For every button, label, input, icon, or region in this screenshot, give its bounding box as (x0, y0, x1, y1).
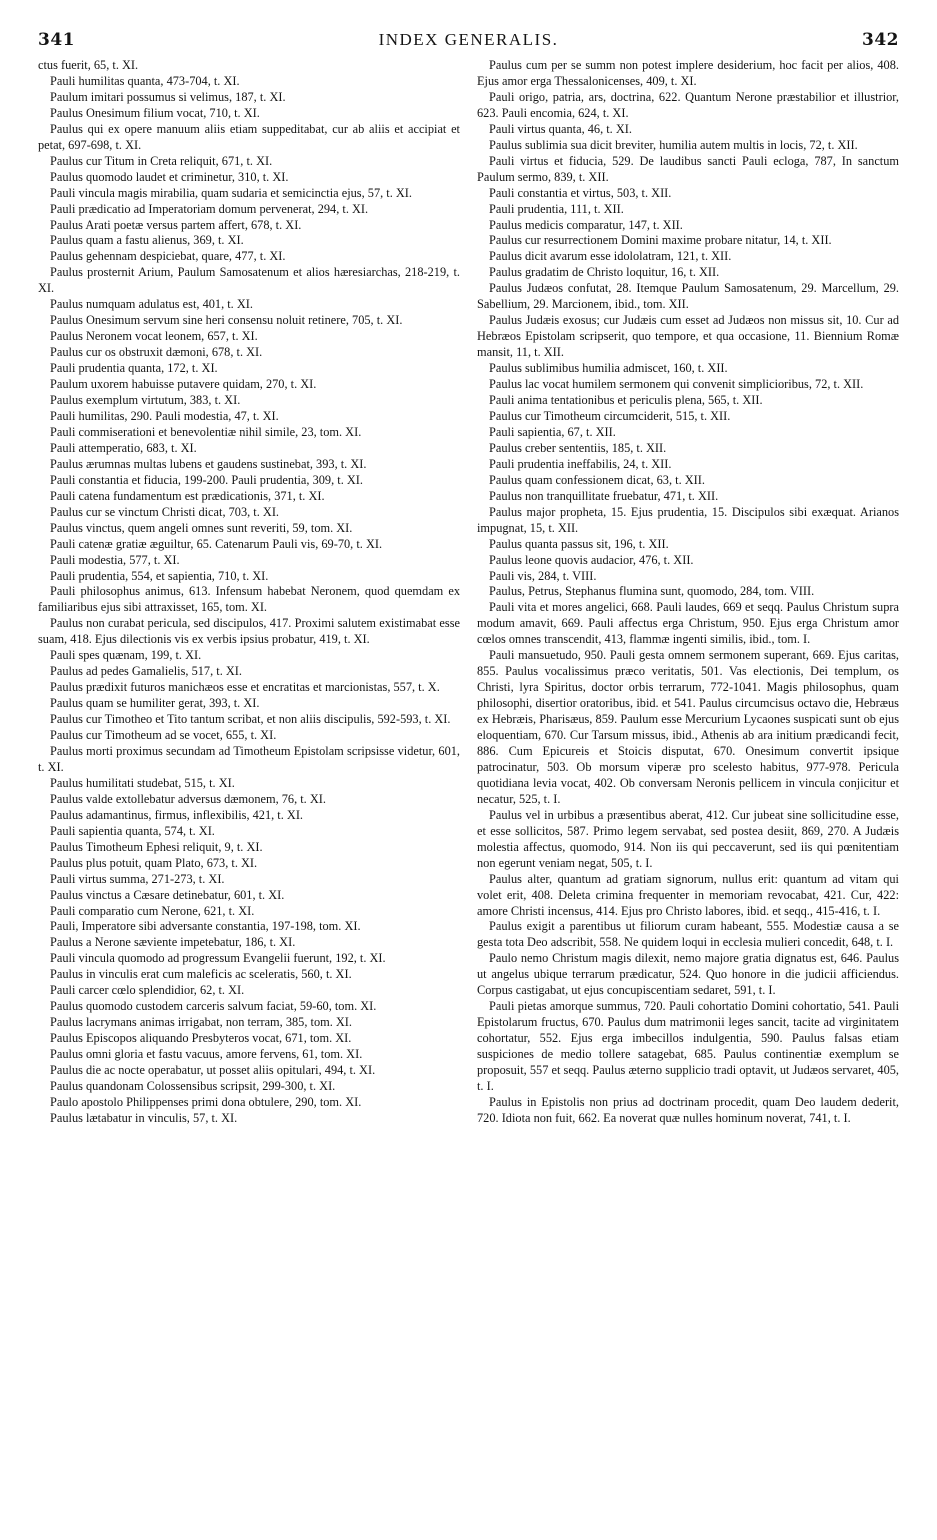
index-entry: Paulus Neronem vocat leonem, 657, t. XI. (50, 329, 258, 344)
index-entry: Paulus quam a fastu alienus, 369, t. XI. (50, 233, 244, 248)
index-entry: Paulus sublimia sua dicit breviter, humilia autem multis in locis, 72, t. XII. (489, 137, 858, 152)
index-entry: Paulus Onesimum servum sine heri consensu noluit retinere, 705, t. XI. (50, 313, 403, 328)
index-entry: Paulus cum per se summ non potest implere desiderium, hoc facit per alios, 408. Ejus amor erga Thessalonicenses, 409, t. XI. (477, 58, 899, 88)
index-entry: Pauli catenæ gratiæ æguiltur, 65. Catenarum Pauli vis, 69-70, t. XI. (50, 536, 383, 551)
index-entry: Paulus quam se humiliter gerat, 393, t. XI. (50, 696, 260, 711)
page-number-left: 341 (38, 30, 75, 50)
index-entry: Pauli vincula magis mirabilia, quam sudaria et semicinctia ejus, 57, t. XI. (50, 185, 412, 200)
index-entry: Paulus vel in urbibus a præsentibus aberat, 412. Cur jubeat sine sollicitudine esse, et esse sollicitos, 587. Primo legem servabat, sed postea desiit, 869, 270. A Judæis molestia affectus, quomodo, 914. Non iis qui peccaverunt, sed iis qui pœnitentiam non egerunt veniam negat, 505, t. I. (477, 807, 899, 870)
index-entry: Pauli anima tentationibus et periculis plena, 565, t. XII. (489, 393, 763, 408)
index-entry: Paulus in vinculis erat cum maleficis ac sceleratis, 560, t. XI. (50, 967, 352, 982)
index-entry: Paulus leone quovis audacior, 476, t. XII. (489, 552, 694, 567)
index-entry: Paulus cur Timotheum circumciderit, 515, t. XII. (489, 408, 731, 423)
index-entry: Pauli comparatio cum Nerone, 621, t. XI. (50, 903, 255, 918)
index-entry: Paulus quomodo custodem carceris salvum faciat, 59-60, tom. XI. (50, 999, 377, 1014)
index-entry: Paulus, Petrus, Stephanus flumina sunt, quomodo, 284, tom. VIII. (489, 584, 815, 599)
index-entry: Paulus quam confessionem dicat, 63, t. XII. (489, 472, 705, 487)
index-entry: Pauli vita et mores angelici, 668. Pauli laudes, 669 et seqq. Paulus Christum supra modum amavit, 669. Pauli affectus erga Christum, 950. Ejus erga Christum amor cœlos omnes transcendit, 413, flammæ ingenti similis, ibid., tom. I. (477, 600, 899, 647)
index-entry: Paulus cur resurrectionem Domini maxime probare nitatur, 14, t. XII. (489, 233, 832, 248)
index-entry: Pauli vincula quomodo ad progressum Evangelii fuerunt, 192, t. XI. (50, 951, 386, 966)
index-entry: Paulus qui ex opere manuum aliis etiam suppeditabat, cur ab aliis et accipiat et petat, 697-698, t. XI. (38, 121, 460, 152)
index-entry: Paulus in Epistolis non prius ad doctrinam procedit, quam Deo laudem dederit, 720. Idiota non fuit, 662. Ea noverat quæ nulles hominum noverat, 741, t. I. (477, 1094, 899, 1125)
index-entry: Paulus ærumnas multas lubens et gaudens sustinebat, 393, t. XI. (50, 456, 367, 471)
index-entry: Pauli prudentia quanta, 172, t. XI. (50, 361, 218, 376)
index-entry: Pauli sapientia, 67, t. XII. (489, 424, 616, 439)
index-column-left (38, 58, 460, 1127)
index-entry: Paulus a Nerone sæviente impetebatur, 186, t. XI. (50, 935, 296, 950)
index-entry: Pauli constantia et fiducia, 199-200. Pauli prudentia, 309, t. XI. (50, 472, 363, 487)
index-entry: Paulus exigit a parentibus ut filiorum curam habeant, 555. Modestiæ causa a se gesta tota Deo adscribit, 558. Ne quidem loqui in ecclesia mulieri concedit, 648, t. I. (477, 919, 899, 950)
index-entry: Paulus ad pedes Gamalielis, 517, t. XI. (50, 664, 242, 679)
index-entry: Paulus cur Titum in Creta reliquit, 671, t. XI. (50, 153, 273, 168)
index-entry: Paulus exemplum virtutum, 383, t. XI. (50, 393, 241, 408)
index-entry: Paulus prosternit Arium, Paulum Samosatenum et alios hæresiarchas, 218-219, t. XI. (38, 265, 460, 296)
index-entry: Paulus Episcopos aliquando Presbyteros vocat, 671, tom. XI. (50, 1031, 352, 1046)
index-entry: Pauli carcer cœlo splendidior, 62, t. XI. (50, 983, 245, 998)
index-entry: Paulus dicit avarum esse idololatram, 121, t. XII. (489, 249, 732, 264)
index-entry: Pauli modestia, 577, t. XI. (50, 552, 180, 567)
index-entry: Pauli virtus summa, 271-273, t. XI. (50, 871, 225, 886)
index-entry: Paulus plus potuit, quam Plato, 673, t. XI. (50, 855, 258, 870)
index-entry: Paulus Judæis exosus; cur Judæis cum esset ad Judæos non missus sit, 10. Cur ad Hebræos Epistolam scripserit, quo tempore, et qua occasione, 11. Biennium Romæ mansit, 11, t. XII. (477, 313, 899, 360)
index-entry: ctus fuerit, 65, t. XI. (38, 58, 139, 72)
index-entry: Paulus lac vocat humilem sermonem qui convenit simplicioribus, 72, t. XII. (489, 377, 864, 392)
index-entry: Paulus die ac nocte operabatur, ut posset aliis opitulari, 494, t. XI. (50, 1063, 376, 1078)
index-entry: Pauli vis, 284, t. VIII. (489, 568, 597, 583)
index-entry: Pauli virtus quanta, 46, t. XI. (489, 121, 632, 136)
index-entry: Paulus medicis comparatur, 147, t. XII. (489, 217, 683, 232)
index-entry: Pauli philosophus animus, 613. Infensum habebat Neronem, quod quemdam ex familiaribus ejus sibi attraxisset, 165, tom. XI. (38, 584, 460, 615)
index-entry: Pauli constantia et virtus, 503, t. XII. (489, 185, 672, 200)
index-entry: Pauli prudentia ineffabilis, 24, t. XII. (489, 456, 672, 471)
index-entry: Pauli catena fundamentum est prædicationis, 371, t. XI. (50, 488, 325, 503)
index-entry: Paulus valde extollebatur adversus dæmonem, 76, t. XI. (50, 791, 326, 806)
index-entry: Pauli commiserationi et benevolentiæ nihil simile, 23, tom. XI. (50, 424, 362, 439)
index-entry: Paulus lacrymans animas irrigabat, non terram, 385, tom. XI. (50, 1015, 353, 1030)
index-entry: Paulus gradatim de Christo loquitur, 16, t. XII. (489, 265, 720, 280)
index-entry: Paulus Onesimum filium vocat, 710, t. XI. (50, 105, 260, 120)
index-entry: Paulo apostolo Philippenses primi dona obtulere, 290, tom. XI. (50, 1094, 362, 1109)
index-entry: Paulus gehennam despiciebat, quare, 477, t. XI. (50, 249, 286, 264)
running-title: INDEX GENERALIS. (378, 30, 559, 49)
index-entry: Paulo nemo Christum magis dilexit, nemo majore gratia dignatus est, 646. Paulus ut angelus ubique terrarum prædicatur, 524. Quo honore in die judicii afficiendus. Corpus castigabat, ut ejus concupiscentiam sedaret, 591, t. I. (477, 951, 899, 998)
index-entry: Paulus omni gloria et fastu vacuus, amore fervens, 61, tom. XI. (50, 1047, 363, 1062)
index-entry: Paulus creber sententiis, 185, t. XII. (489, 440, 667, 455)
index-entry: Pauli humilitas quanta, 473-704, t. XI. (50, 73, 240, 88)
index-entry: Paulum imitari possumus si velimus, 187, t. XI. (50, 89, 286, 104)
index-entry: Paulus adamantinus, firmus, inflexibilis, 421, t. XI. (50, 807, 304, 822)
index-entry: Paulus quandonam Colossensibus scripsit, 299-300, t. XI. (50, 1079, 336, 1093)
index-entry: Pauli humilitas, 290. Pauli modestia, 47, t. XI. (50, 408, 279, 423)
index-entry: Paulus cur se vinctum Christi dicat, 703, t. XI. (50, 504, 280, 519)
index-entry: Pauli origo, patria, ars, doctrina, 622. Quantum Nerone præstabilior et illustrior, 623. Pauli encomia, 624, t. XI. (477, 89, 899, 120)
index-entry: Pauli spes quænam, 199, t. XI. (50, 648, 202, 663)
index-entry: Paulum uxorem habuisse putavere quidam, 270, t. XI. (50, 377, 317, 392)
index-entry: Paulus Timotheum Ephesi reliquit, 9, t. XI. (50, 839, 263, 854)
index-entry: Paulus vinctus, quem angeli omnes sunt reveriti, 59, tom. XI. (50, 520, 353, 535)
index-entry: Paulus major propheta, 15. Ejus prudentia, 15. Discipulos sibi exæquat. Arianos impugnat, 15, t. XII. (477, 504, 899, 535)
index-entry: Pauli prudentia, 111, t. XII. (489, 201, 624, 216)
index-entry: Pauli attemperatio, 683, t. XI. (50, 440, 197, 455)
index-entry: Paulus lætabatur in vinculis, 57, t. XI. (50, 1110, 238, 1125)
index-entry: Paulus Arati poetæ versus partem affert, 678, t. XI. (50, 217, 302, 232)
index-entry: Paulus non tranquillitate fruebatur, 471, t. XII. (489, 488, 719, 503)
index-entry: Paulus vinctus a Cæsare detinebatur, 601, t. XI. (50, 887, 285, 902)
index-entry: Pauli prudentia, 554, et sapientia, 710, t. XI. (50, 568, 269, 583)
index-entry: Pauli prædicatio ad Imperatoriam domum pervenerat, 294, t. XI. (50, 201, 369, 216)
index-entry: Pauli mansuetudo, 950. Pauli gesta omnem sermonem superant, 669. Ejus caritas, 855. Paulus vocalissimus præco veritatis, 501. Vas electionis, Dei templum, os Christi, lyra Spiritus, doctor orbis terrarum, 772-1041. Magis philosophus, quam philosophi, disertior oratoribus, ibid. et 541. Paulus circumcisus octavo die, Hebræus ex Hebræis, Pharisæus, 859. Paulum esse Mercurium Lycaones suspicati sunt ob ejus eloquentiam, 670. Cur Tarsum missus, ibid., Athenis ab ara initium prædicandi fecit, 886. Cum Epicureis et Stoicis disputat, 670. Onesimum convertit ipsique patrocinatur, 503. Ob morsum viperæ pro scelesto habitus, 977-978. Pericula quotidiana levia vocat, 402. Ob conversam Neronis pellicem in vincula conjicitur et necatur, 525, t. I. (477, 648, 899, 806)
index-entry: Paulus quanta passus sit, 196, t. XII. (489, 536, 669, 551)
index-entry: Pauli, Imperatore sibi adversante constantia, 197-198, tom. XI. (50, 919, 361, 934)
index-entry: Paulus alter, quantum ad gratiam signorum, nullus erit: quantum ad vitam qui volet erit, 408. Deleta crimina frequenter in memoriam revocabat, 421. Cur, 422: amore Christi incensus, 414. Ejus pro Christo labores, ibid. et seqq., 415-416, t. I. (477, 871, 899, 918)
page-header (38, 30, 899, 54)
index-entry: Paulus Judæos confutat, 28. Itemque Paulum Samosatenum, 29. Marcellum, 29. Sabellium, 29. Marcionem, ibid., tom. XII. (477, 281, 899, 312)
index-entry: Paulus humilitati studebat, 515, t. XI. (50, 775, 235, 790)
index-entry: Pauli pietas amorque summus, 720. Pauli cohortatio Domini cohortatio, 541. Pauli Epistolarum fructus, 670. Paulus dum matrimonii leges sancit, tacite ad virginitatem cohortatur, 552. Ejus erga imbecillos indulgentia, 590. Paulus falsas etiam suspiciones de medio tollere satagebat, 685. Paulus continentiæ exemplum se proposuit, 557 et seqq. Paulus æterno supplicio tradi optavit, ut Judæos servaret, 405, t. I. (477, 999, 899, 1093)
index-entry: Paulus cur os obstruxit dæmoni, 678, t. XI. (50, 345, 263, 360)
index-entry: Paulus quomodo laudet et criminetur, 310, t. XI. (50, 169, 289, 184)
index-entry: Paulus non curabat pericula, sed discipulos, 417. Proximi salutem existimabat esse suam, 418. Ejus dilectionis vis ex verbis ipsius probatur, 419, t. XI. (38, 616, 460, 647)
index-entry: Pauli sapientia quanta, 574, t. XI. (50, 823, 215, 838)
index-entry: Pauli virtus et fiducia, 529. De laudibus sancti Pauli ecloga, 787, In sanctum Paulum sermo, 839, t. XII. (477, 153, 899, 184)
index-entry: Paulus cur Timotheum ad se vocet, 655, t. XI. (50, 728, 277, 743)
index-entry: Paulus prædixit futuros manichæos esse et encratitas et marcionistas, 557, t. X. (50, 680, 440, 695)
index-column-right (477, 58, 899, 1127)
index-entry: Paulus cur Timotheo et Tito tantum scribat, et non aliis discipulis, 592-593, t. XI. (50, 712, 451, 727)
index-entry: Paulus numquam adulatus est, 401, t. XI. (50, 297, 253, 312)
page-number-right: 342 (862, 30, 899, 50)
index-entry: Paulus sublimibus humilia admiscet, 160, t. XII. (489, 361, 728, 376)
index-entry: Paulus morti proximus secundam ad Timotheum Epistolam scripsisse videtur, 601, t. XI. (38, 743, 460, 774)
